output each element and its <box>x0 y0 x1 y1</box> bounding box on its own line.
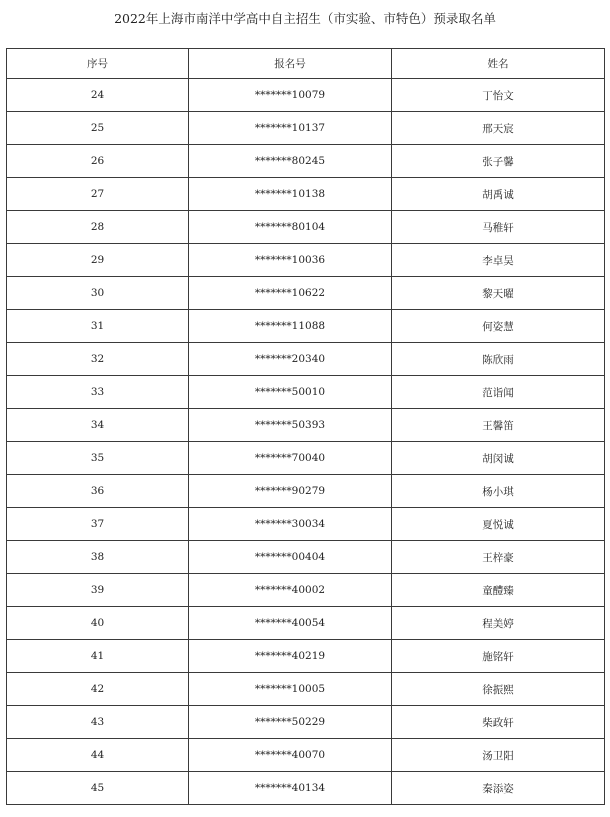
cell-seq: 39 <box>7 574 189 607</box>
table-row <box>7 574 605 607</box>
cell-registration-number: *******40070 <box>189 739 392 772</box>
cell-seq: 30 <box>7 277 189 310</box>
table-row <box>7 376 605 409</box>
cell-registration-number: *******10137 <box>189 112 392 145</box>
column-header-name: 姓名 <box>392 49 605 79</box>
column-header-reg: 报名号 <box>189 49 392 79</box>
cell-seq: 27 <box>7 178 189 211</box>
cell-student-name: 柴政轩 <box>392 706 605 739</box>
cell-registration-number: *******50229 <box>189 706 392 739</box>
cell-seq: 41 <box>7 640 189 673</box>
cell-student-name: 徐振熙 <box>392 673 605 706</box>
table-row <box>7 112 605 145</box>
cell-seq: 43 <box>7 706 189 739</box>
table-body <box>7 79 605 805</box>
cell-student-name: 夏悦诚 <box>392 508 605 541</box>
table-row <box>7 706 605 739</box>
column-header-seq: 序号 <box>7 49 189 79</box>
cell-student-name: 李卓昊 <box>392 244 605 277</box>
table-row <box>7 772 605 805</box>
cell-registration-number: *******20340 <box>189 343 392 376</box>
cell-seq: 31 <box>7 310 189 343</box>
cell-seq: 26 <box>7 145 189 178</box>
cell-student-name: 汤卫阳 <box>392 739 605 772</box>
cell-registration-number: *******10138 <box>189 178 392 211</box>
table-row <box>7 343 605 376</box>
table-row <box>7 310 605 343</box>
cell-seq: 24 <box>7 79 189 112</box>
cell-student-name: 何姿慧 <box>392 310 605 343</box>
table-row <box>7 475 605 508</box>
cell-seq: 38 <box>7 541 189 574</box>
cell-student-name: 黎天曜 <box>392 277 605 310</box>
cell-student-name: 张子馨 <box>392 145 605 178</box>
cell-student-name: 邢天宸 <box>392 112 605 145</box>
cell-registration-number: *******70040 <box>189 442 392 475</box>
cell-registration-number: *******90279 <box>189 475 392 508</box>
admission-list-table <box>6 48 605 805</box>
table-row <box>7 673 605 706</box>
cell-seq: 28 <box>7 211 189 244</box>
cell-seq: 36 <box>7 475 189 508</box>
cell-registration-number: *******10079 <box>189 79 392 112</box>
table-header <box>7 49 605 79</box>
cell-seq: 37 <box>7 508 189 541</box>
table-row <box>7 178 605 211</box>
cell-seq: 32 <box>7 343 189 376</box>
cell-seq: 42 <box>7 673 189 706</box>
table-row <box>7 739 605 772</box>
cell-registration-number: *******50010 <box>189 376 392 409</box>
table-row <box>7 607 605 640</box>
table-row <box>7 277 605 310</box>
cell-seq: 35 <box>7 442 189 475</box>
cell-registration-number: *******40002 <box>189 574 392 607</box>
cell-student-name: 胡禹诚 <box>392 178 605 211</box>
cell-seq: 33 <box>7 376 189 409</box>
cell-student-name: 陈欣雨 <box>392 343 605 376</box>
cell-seq: 40 <box>7 607 189 640</box>
cell-registration-number: *******10005 <box>189 673 392 706</box>
cell-registration-number: *******80104 <box>189 211 392 244</box>
cell-student-name: 童醴臻 <box>392 574 605 607</box>
table-row <box>7 640 605 673</box>
cell-registration-number: *******00404 <box>189 541 392 574</box>
cell-student-name: 程美婷 <box>392 607 605 640</box>
table-row <box>7 244 605 277</box>
table-row <box>7 409 605 442</box>
document-title: 2022年上海市南洋中学高中自主招生（市实验、市特色）预录取名单 <box>114 11 496 26</box>
table-row <box>7 508 605 541</box>
cell-registration-number: *******80245 <box>189 145 392 178</box>
cell-registration-number: *******40054 <box>189 607 392 640</box>
cell-registration-number: *******10622 <box>189 277 392 310</box>
cell-student-name: 马稚轩 <box>392 211 605 244</box>
cell-registration-number: *******50393 <box>189 409 392 442</box>
cell-seq: 45 <box>7 772 189 805</box>
cell-registration-number: *******40134 <box>189 772 392 805</box>
cell-registration-number: *******30034 <box>189 508 392 541</box>
cell-student-name: 胡闵诚 <box>392 442 605 475</box>
cell-student-name: 范诣闻 <box>392 376 605 409</box>
cell-seq: 34 <box>7 409 189 442</box>
header-row <box>7 49 605 79</box>
cell-student-name: 王馨笛 <box>392 409 605 442</box>
table-row <box>7 79 605 112</box>
cell-student-name: 施铭轩 <box>392 640 605 673</box>
cell-seq: 44 <box>7 739 189 772</box>
cell-student-name: 王梓豪 <box>392 541 605 574</box>
cell-student-name: 丁怡文 <box>392 79 605 112</box>
table-row <box>7 211 605 244</box>
table-row <box>7 442 605 475</box>
cell-registration-number: *******40219 <box>189 640 392 673</box>
cell-student-name: 秦添姿 <box>392 772 605 805</box>
cell-seq: 25 <box>7 112 189 145</box>
cell-registration-number: *******11088 <box>189 310 392 343</box>
cell-student-name: 杨小琪 <box>392 475 605 508</box>
cell-registration-number: *******10036 <box>189 244 392 277</box>
table-row <box>7 145 605 178</box>
table-row <box>7 541 605 574</box>
cell-seq: 29 <box>7 244 189 277</box>
